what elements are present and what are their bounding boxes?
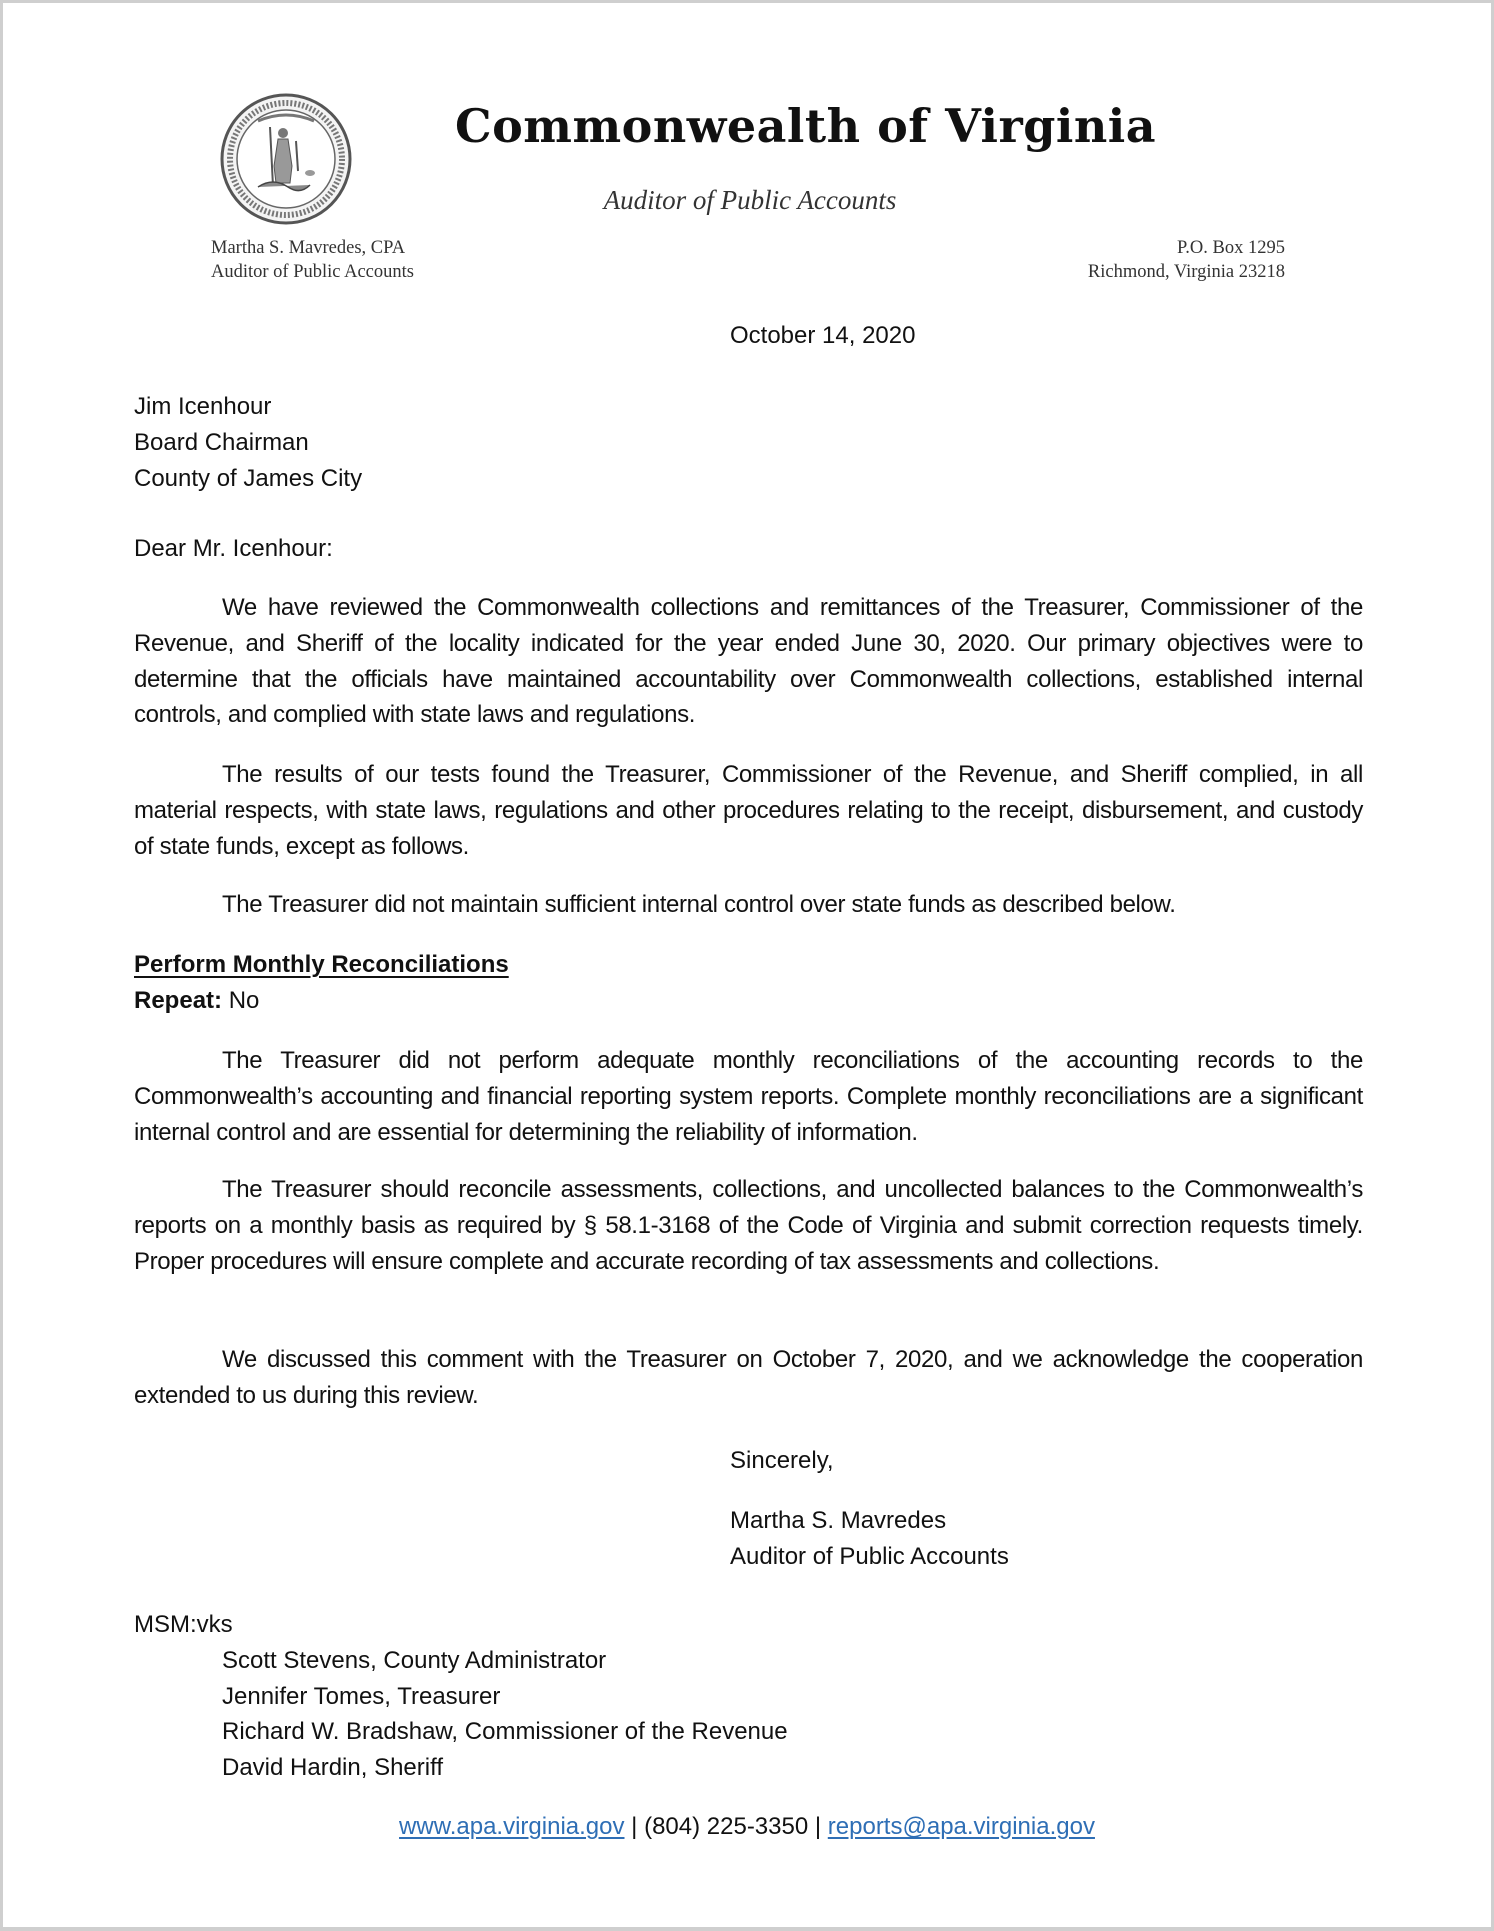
letter-date: October 14, 2020 (730, 322, 916, 349)
letterhead-address (1088, 236, 1285, 284)
signature-closing: Sincerely, (730, 1447, 834, 1474)
paragraph-text: The Treasurer should reconcile assessments, collections, and uncollected balances to the Commonwealth’s reports on a monthly basis as required by § 58.1-3168 of the Code of Virginia and submit correction requests timely. Proper procedures will ensure complete and accurate recording of tax assessments and collections. (134, 1176, 1363, 1275)
paragraph-text: The Treasurer did not perform adequate monthly reconciliations of the accounting records to the Commonwealth’s accounting and financial reporting system reports. Complete monthly reconciliations are a significant internal control and are essential for determining the reliability of information. (134, 1047, 1363, 1146)
paragraph-text: We have reviewed the Commonwealth collections and remittances of the Treasurer, Commissioner of the Revenue, and Sheriff of the locality indicated for the year ended June 30, 2020. Our primary objectives were to determine that the officials have maintained accountability over Commonwealth collections, established internal controls, and complied with state laws and regulations. (134, 594, 1363, 729)
finding-paragraph (134, 1172, 1363, 1279)
salutation: Dear Mr. Icenhour: (134, 535, 333, 562)
paragraph-text: The results of our tests found the Treasurer, Commissioner of the Revenue, and Sheriff complied, in all material respects, with state laws, regulations and other procedures relating to the receipt, disbursement, and custody of state funds, except as follows. (134, 761, 1363, 860)
finding-paragraph (134, 1043, 1363, 1150)
virginia-seal-icon (218, 91, 354, 227)
repeat-value: No (228, 987, 260, 1014)
letter-footer (3, 1809, 1491, 1845)
finding-repeat (134, 983, 259, 1019)
cc-item: Scott Stevens, County Administrator (222, 1647, 607, 1674)
letterhead-title: Commonwealth of Virginia (455, 99, 1157, 153)
letterhead-subtitle: Auditor of Public Accounts (603, 185, 897, 215)
paragraph-text: The Treasurer did not maintain sufficient internal control over state funds as described below. (222, 891, 1176, 918)
cc-item: Richard W. Bradshaw, Commissioner of the Revenue (222, 1718, 788, 1746)
email-link[interactable]: reports@apa.virginia.gov (827, 1813, 1095, 1840)
cc-item: David Hardin, Sheriff (222, 1753, 443, 1781)
footer-separator: | (631, 1813, 638, 1840)
paragraph-text: We discussed this comment with the Treasurer on October 7, 2020, and we acknowledge the cooperation extended to us during this review. (134, 1346, 1363, 1409)
sender-name: Martha S. Mavredes, CPA (211, 238, 406, 258)
signature-name: Martha S. Mavredes (730, 1507, 947, 1534)
address-line-2: Richmond, Virginia 23218 (1087, 262, 1285, 282)
recipient-name: Jim Icenhour (134, 393, 272, 420)
sender-title: Auditor of Public Accounts (211, 262, 414, 282)
typist-initials: MSM:vks (134, 1611, 233, 1638)
recipient-organization: County of James City (134, 464, 363, 492)
recipient-title: Board Chairman (134, 428, 309, 456)
cc-list (222, 1643, 788, 1785)
repeat-label: Repeat: (134, 987, 223, 1014)
letter-page (3, 3, 1491, 1927)
closing-paragraph (134, 1342, 1363, 1414)
body-paragraph (134, 887, 1363, 923)
footer-separator: | (814, 1813, 822, 1840)
signature-block (730, 1503, 1009, 1575)
website-link[interactable]: www.apa.virginia.gov (399, 1813, 625, 1840)
recipient-block (134, 389, 362, 496)
address-line-1: P.O. Box 1295 (1177, 238, 1285, 258)
signature-title: Auditor of Public Accounts (730, 1542, 1009, 1570)
cc-item: Jennifer Tomes, Treasurer (222, 1682, 501, 1710)
footer-phone: (804) 225-3350 (644, 1813, 809, 1840)
body-paragraph (134, 590, 1363, 733)
body-paragraph (134, 757, 1363, 864)
finding-heading: Perform Monthly Reconciliations (134, 951, 509, 978)
letterhead-sender (211, 236, 414, 284)
